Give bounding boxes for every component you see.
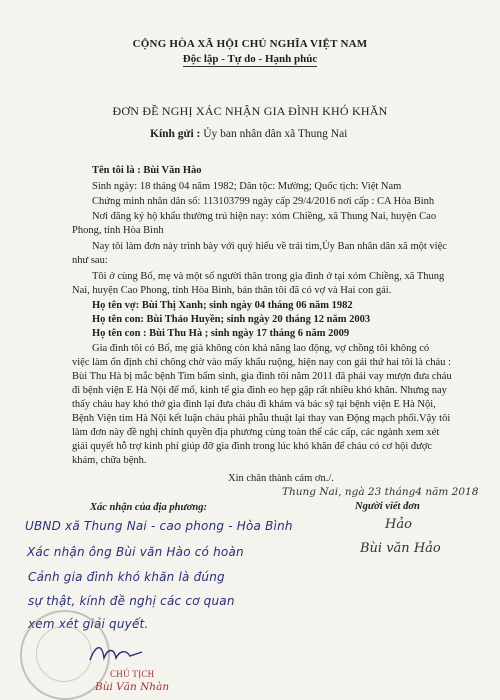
applicant-residence-2: Phong, tỉnh Hòa Bình — [72, 225, 164, 236]
official-signature-scribble — [86, 642, 146, 666]
applicant-id: Chứng minh nhân dân số: 113103799 ngày cấp 29/4/2016 nơi cấp : CA Hòa Bình — [92, 196, 435, 207]
family-line-1: Tôi ở cùng Bố, mẹ và một số người thân trong gia đình ở tại xóm Chiềng, xã Thung — [92, 271, 445, 282]
handwritten-line-4: xem xét giải quyết. — [28, 617, 149, 631]
applicant-residence-1: Nơi đăng ký hộ khẩu thường trú hiện nay: xóm Chiềng, xã Thung Nai, huyện Cao — [92, 211, 437, 222]
intro-line-1: Nay tôi làm đơn này trình bày với quý hiểu về trái tim,Ủy Ban nhân dân xã một việc — [92, 241, 447, 252]
story-line-0: Gia đình tôi có Bố, mẹ già không còn khả năng lao động, vợ chồng tôi không có — [92, 343, 430, 354]
applicant-birth: Sinh ngày: 18 tháng 04 năm 1982; Dân tộc: Mường; Quốc tịch: Việt Nam — [92, 181, 402, 192]
recipient-name: Ủy ban nhân dân xã Thung Nai — [203, 128, 348, 140]
story-line-7: giải quyết hỗ trợ kinh phí giúp đỡ gia đình trong lúc khó khăn để cháu có cơ hội được — [72, 441, 433, 452]
story-line-8: khám, chữa bệnh. — [72, 455, 147, 466]
official-name: Bùi Văn Nhàn — [95, 681, 170, 693]
intro-line-2: như sau: — [72, 255, 108, 266]
family-line-2: Nai, huyện Cao Phong, tỉnh Hòa Bình, bản thân tôi đã có vợ và Hai con gái. — [72, 285, 392, 296]
confirmation-label: Xác nhận của địa phương: — [90, 502, 207, 513]
child-2-line: Họ tên con : Bùi Thu Hà ; sinh ngày 17 tháng 6 năm 2009 — [92, 328, 350, 339]
signature-label: Người viết đơn — [355, 501, 420, 512]
official-position: CHỦ TỊCH — [110, 669, 155, 679]
motto-text: Độc lập - Tự do - Hạnh phúc — [182, 53, 318, 65]
nation-header: CỘNG HÒA XÃ HỘI CHỦ NGHĨA VIỆT NAM — [132, 38, 368, 50]
story-line-2: Bùi Thu Hà bị mắc bệnh Tim bẩm sinh, gia đình tôi năm 2011 đã phải vay mượn đưa cháu — [72, 371, 452, 382]
story-line-6: làm đơn này đề nghị chính quyền địa phương cùng toàn thể các cấp, các ngành xem xét — [72, 427, 440, 438]
wife-line: Họ tên vợ: Bùi Thị Xanh; sinh ngày 04 tháng 06 năm 1982 — [92, 300, 353, 311]
story-line-3: đi bệnh viện E Hà Nội để mổ, kinh tế gia đình eo hẹp gặp rất nhiều khó khăn. Nhưng nay — [72, 385, 447, 396]
handwritten-line-0: UBND xã Thung Nai - cao phong - Hòa Bình — [25, 519, 293, 533]
story-line-4: thấy cháu hay khó thở gia đình lại đưa cháu đi khám và bác sỹ tại bệnh viện E Hà Nội, — [72, 399, 436, 410]
motto — [0, 53, 500, 65]
handwritten-line-3: sự thật, kính đề nghị các cơ quan — [28, 594, 235, 608]
child-1-line: Họ tên con: Bùi Thảo Huyền; sinh ngày 20 tháng 12 năm 2003 — [92, 314, 371, 325]
document-title: ĐƠN ĐỀ NGHỊ XÁC NHẬN GIA ĐÌNH KHÓ KHĂN — [112, 104, 388, 118]
story-line-5: Bệnh Viện tim Hà Nội kết luận cháu phải phẫu thuật lại thay van Động mạch phổi.Vậy tôi — [72, 413, 451, 424]
stamp-emblem — [36, 626, 92, 682]
applicant-name: Tên tôi là : Bùi Văn Hào — [92, 165, 202, 176]
signature-full: Bùi văn Hảo — [360, 541, 441, 556]
recipient-line — [150, 128, 347, 140]
signature-short: Hảo — [385, 517, 412, 532]
story-line-1: việc làm ổn định chỉ chông chờ vào mấy khẩu ruộng, hiện nay con gái thứ hai tôi là cháu : — [72, 357, 451, 368]
signature-date: Thung Nai, ngà 23 tháng4 năm 2018 — [282, 486, 479, 498]
handwritten-line-2: Cảnh gia đình khó khăn là đúng — [28, 570, 225, 584]
thanks-line: Xin chân thành cám ơn./. — [228, 473, 334, 484]
handwritten-line-1: Xác nhận ông Bùi văn Hào có hoàn — [27, 545, 244, 559]
recipient-label: Kính gửi : — [150, 128, 201, 140]
